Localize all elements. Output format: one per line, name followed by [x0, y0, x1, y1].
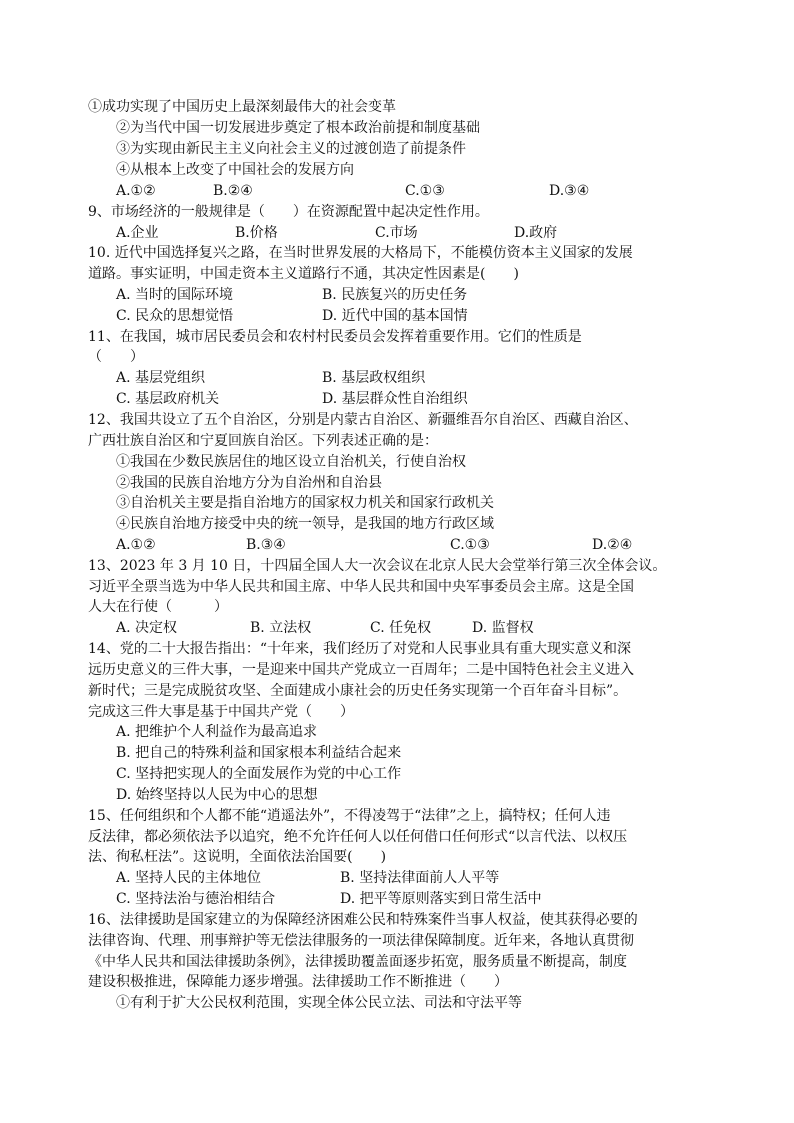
q12-stem-line-2: 广西壮族自治区和宁夏回族自治区。下列表述正确的是： — [88, 433, 438, 449]
q14-option-a[interactable]: A. 把维护个人利益作为最高追求 — [116, 724, 318, 740]
q11-stem-line-2: （ ） — [88, 349, 144, 365]
q12-statement-3: ③自治机关主要是指自治地方的国家权力机关和国家行政机关 — [116, 495, 494, 511]
q12-statement-4: ④民族自治地方接受中央的统一领导，是我国的地方行政区域 — [116, 516, 494, 532]
q13-stem-line-2: 习近平全票当选为中华人民共和国主席、中华人民共和国中央军事委员会主席。这是全国 — [88, 579, 634, 595]
q14-option-c[interactable]: C. 坚持把实现人的全面发展作为党的中心工作 — [116, 766, 402, 782]
q8-option-d[interactable]: D.③④ — [549, 183, 590, 199]
q8-statement-4: ④从根本上改变了中国社会的发展方向 — [116, 162, 354, 178]
q16-stem-line-2: 法律咨询、代理、刑事辩护等无偿法律服务的一项法律保障制度。近年来，各地认真贯彻 — [88, 933, 634, 949]
q13-stem-line-1: 13、2023 年 3 月 10 日，十四届全国人大一次会议在北京人民大会堂举行第三次全体会议。 — [88, 558, 667, 574]
q13-option-b[interactable]: B. 立法权 — [250, 620, 312, 636]
q11-stem-line-1: 11、在我国，城市居民委员会和农村村民委员会发挥着重要作用。它们的性质是 — [88, 329, 582, 345]
q11-option-d[interactable]: D. 基层群众性自治组织 — [322, 391, 468, 407]
q15-option-a[interactable]: A. 坚持人民的主体地位 — [116, 870, 262, 886]
q15-option-b[interactable]: B. 坚持法律面前人人平等 — [340, 870, 500, 886]
q12-statement-1: ①我国在少数民族居住的地区设立自治机关，行使自治权 — [116, 454, 466, 470]
q9-option-d[interactable]: D.政府 — [514, 225, 558, 241]
q12-option-c[interactable]: C.①③ — [450, 537, 490, 553]
q15-stem-line-1: 15、任何组织和个人都不能“逍遥法外”，不得凌驾于“法律”之上，搞特权；任何人违 — [88, 808, 611, 824]
q13-option-d[interactable]: D. 监督权 — [472, 620, 534, 636]
q14-option-d[interactable]: D. 始终坚持以人民为中心的思想 — [116, 787, 318, 803]
q8-option-b[interactable]: B.②④ — [213, 183, 253, 199]
q13-stem-line-3: 人大在行使（ ） — [88, 599, 228, 615]
q15-option-d[interactable]: D. 把平等原则落实到日常生活中 — [340, 891, 542, 907]
q8-statement-1: ①成功实现了中国历史上最深刻最伟大的社会变革 — [88, 99, 396, 115]
q10-option-a[interactable]: A. 当时的国际环境 — [116, 287, 234, 303]
q14-stem-line-1: 14、党的二十大报告指出：“十年来，我们经历了对党和人民事业具有重大现实意义和深 — [88, 641, 631, 657]
q10-option-d[interactable]: D. 近代中国的基本国情 — [322, 308, 468, 324]
q8-option-a[interactable]: A.①② — [116, 183, 156, 199]
q8-statement-3: ③为实现由新民主主义向社会主义的过渡创造了前提条件 — [116, 141, 466, 157]
q8-option-c[interactable]: C.①③ — [405, 183, 445, 199]
q10-stem-line-2: 道路。事实证明，中国走资本主义道路行不通，其决定性因素是( ) — [88, 266, 519, 282]
q9-option-a[interactable]: A.企业 — [116, 225, 159, 241]
q10-stem-line-1: 10. 近代中国选择复兴之路，在当时世界发展的大格局下，不能模仿资本主义国家的发展 — [88, 245, 633, 261]
q11-option-a[interactable]: A. 基层党组织 — [116, 370, 206, 386]
q15-stem-line-2: 反法律，都必须依法予以追究，绝不允许任何人以任何借口任何形式“以言代法、以权压 — [88, 829, 628, 845]
q9-option-b[interactable]: B.价格 — [235, 225, 278, 241]
q12-option-b[interactable]: B.③④ — [246, 537, 286, 553]
q16-stem-line-4: 建设积极推进，保障能力逐步增强。法律援助工作不断推进（ ） — [88, 974, 508, 990]
q8-statement-2: ②为当代中国一切发展进步奠定了根本政治前提和制度基础 — [116, 120, 480, 136]
q14-stem-line-4: 完成这三件大事是基于中国共产党（ ） — [88, 704, 354, 720]
q14-stem-line-3: 新时代；三是完成脱贫攻坚、全面建成小康社会的历史任务实现第一个百年奋斗目标”。 — [88, 683, 628, 699]
q10-option-b[interactable]: B. 民族复兴的历史任务 — [322, 287, 468, 303]
q15-option-c[interactable]: C. 坚持法治与德治相结合 — [116, 891, 276, 907]
q14-stem-line-2: 远历史意义的三件大事，一是迎来中国共产党成立一百周年；二是中国特色社会主义进入 — [88, 662, 634, 678]
q16-stem-line-3: 《中华人民共和国法律援助条例》，法律援助覆盖面逐步拓宽，服务质量不断提高，制度 — [88, 954, 627, 970]
q9-option-c[interactable]: C.市场 — [375, 225, 418, 241]
q16-statement-1: ①有利于扩大公民权利范围，实现全体公民立法、司法和守法平等 — [116, 995, 522, 1011]
q10-option-c[interactable]: C. 民众的思想觉悟 — [116, 308, 234, 324]
q12-stem-line-1: 12、我国共设立了五个自治区，分别是内蒙古自治区、新疆维吾尔自治区、西藏自治区、 — [88, 412, 638, 428]
q16-stem-line-1: 16、法律援助是国家建立的为保障经济困难公民和特殊案件当事人权益，使其获得必要的 — [88, 912, 638, 928]
q9-stem: 9、市场经济的一般规律是（ ）在资源配置中起决定性作用。 — [88, 204, 489, 220]
q15-stem-line-3: 法、徇私枉法”。这说明，全面依法治国要( ) — [88, 849, 387, 865]
q12-option-d[interactable]: D.②④ — [592, 537, 633, 553]
q11-option-c[interactable]: C. 基层政府机关 — [116, 391, 220, 407]
q14-option-b[interactable]: B. 把自己的特殊利益和国家根本利益结合起来 — [116, 745, 402, 761]
q12-option-a[interactable]: A.①② — [116, 537, 156, 553]
q11-option-b[interactable]: B. 基层政权组织 — [322, 370, 426, 386]
q13-option-a[interactable]: A. 决定权 — [116, 620, 178, 636]
q13-option-c[interactable]: C. 任免权 — [370, 620, 432, 636]
q12-statement-2: ②我国的民族自治地方分为自治州和自治县 — [116, 475, 382, 491]
